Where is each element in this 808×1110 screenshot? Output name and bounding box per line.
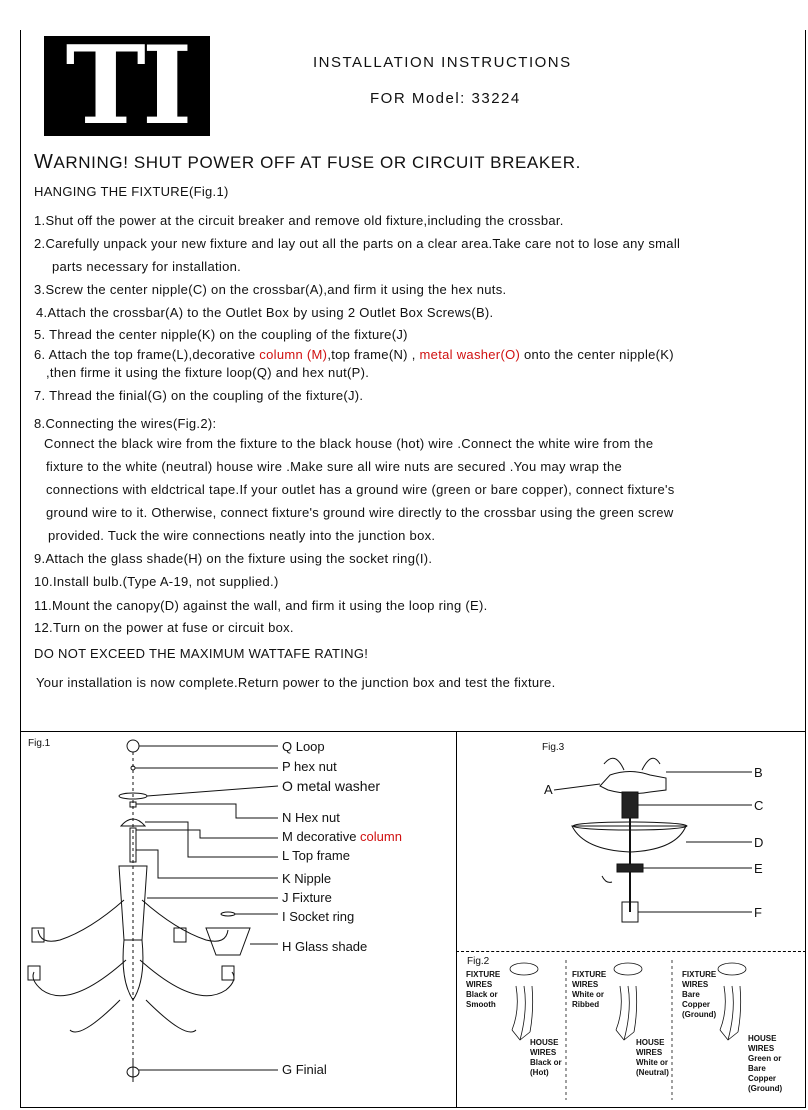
fig2-fixture-wires-ground: FIXTURE WIRES Bare Copper (Ground)	[682, 970, 717, 1019]
fig1-label-p: P hex nut	[282, 759, 337, 774]
chandelier-illustration	[28, 740, 250, 1082]
fig2-house-wires-black: HOUSE WIRES Black or (Hot)	[530, 1038, 562, 1077]
step-2: 2.Carefully unpack your new fixture and lay out all the parts on a clear area.Take care not to lose any small	[34, 236, 681, 251]
wattage-caution: DO NOT EXCEED THE MAXIMUM WATTAFE RATING!	[34, 646, 369, 661]
brand-logo: TI	[44, 36, 210, 136]
fig3-title: Fig.3	[542, 742, 565, 753]
fig2-fixture-wires-white: FIXTURE WIRES White or Ribbed	[572, 970, 607, 1009]
fig1-label-i: I Socket ring	[282, 909, 355, 924]
step-4: 4.Attach the crossbar(A) to the Outlet Box by using 2 Outlet Box Screws(B).	[36, 305, 494, 320]
fig1-label-m-column: column	[360, 829, 402, 844]
fig2-house-wires-ground: HOUSE WIRES Green or Bare Copper (Ground)	[748, 1034, 783, 1093]
fig1-label-m-text: M decorative	[282, 829, 361, 844]
fig2-title: Fig.2	[467, 956, 490, 967]
document-title: INSTALLATION INSTRUCTIONS	[313, 54, 572, 71]
step-8-line-2: fixture to the white (neutral) house wire .Make sure all wire nuts are secured .You may wrap the	[46, 459, 623, 474]
fig1-label-j: J Fixture	[282, 890, 332, 905]
fig1-leader-lines	[135, 746, 278, 1070]
fig3-label-a: A	[544, 782, 553, 797]
completion-note: Your installation is now complete.Return power to the junction box and test the fixture.	[36, 675, 556, 690]
step-3: 3.Screw the center nipple(C) on the crossbar(A),and firm it using the hex nuts.	[34, 282, 507, 297]
fig3-label-f: F	[754, 905, 762, 920]
fig1-label-m	[282, 829, 402, 844]
step-1: 1.Shut off the power at the circuit breaker and remove old fixture,including the crossbar.	[34, 213, 564, 228]
fig3-label-d: D	[754, 835, 764, 850]
section-heading: HANGING THE FIXTURE(Fig.1)	[34, 184, 229, 199]
fig1-label-n: N Hex nut	[282, 810, 340, 825]
step-9: 9.Attach the glass shade(H) on the fixture using the socket ring(I).	[34, 551, 433, 566]
warning-text: ARNING! SHUT POWER OFF AT FUSE OR CIRCUIT BREAKER.	[53, 153, 581, 172]
fig3-label-e: E	[754, 861, 763, 876]
fig3-leader-lines	[554, 772, 752, 912]
step-6-text-a: 6. Attach the top frame(L),decorative	[34, 347, 260, 362]
fig2-house-wires-white: HOUSE WIRES White or (Neutral)	[636, 1038, 669, 1077]
model-number: FOR Model: 33224	[370, 90, 521, 107]
step-8-line-5: provided. Tuck the wire connections neatly into the junction box.	[48, 528, 436, 543]
step-8-line-3: connections with eldctrical tape.If your outlet has a ground wire (green or bare copper), connect fixture's	[46, 482, 675, 497]
fig3-label-b: B	[754, 765, 763, 780]
step-5: 5. Thread the center nipple(K) on the coupling of the fixture(J)	[34, 327, 408, 342]
fig1-label-l: L Top frame	[282, 848, 350, 863]
fig3-illustration	[572, 758, 687, 922]
fig1-label-k: K Nipple	[282, 871, 332, 886]
fig1-label-q: Q Loop	[282, 739, 325, 754]
step-6-continued: ,then firme it using the fixture loop(Q) and hex nut(P).	[46, 365, 370, 380]
step-11: 11.Mount the canopy(D) against the wall, and firm it using the loop ring (E).	[34, 598, 488, 613]
step-2-continued: parts necessary for installation.	[52, 259, 242, 274]
fig1-label-g: G Finial	[282, 1062, 327, 1077]
fig3-label-c: C	[754, 798, 764, 813]
fig1-title: Fig.1	[28, 738, 51, 749]
step-6-column-highlight: column (M)	[259, 347, 328, 362]
warning-initial: W	[34, 151, 54, 173]
fig2-fixture-wires-black: FIXTURE WIRES Black or Smooth	[466, 970, 501, 1009]
step-6-text-c: onto the center nipple(K)	[520, 347, 674, 362]
step-8: 8.Connecting the wires(Fig.2):	[34, 416, 217, 431]
step-7: 7. Thread the finial(G) on the coupling of the fixture(J).	[34, 388, 364, 403]
step-10: 10.Install bulb.(Type A-19, not supplied.)	[34, 574, 279, 589]
step-12: 12.Turn on the power at fuse or circuit box.	[34, 620, 294, 635]
fig1-label-h: H Glass shade	[282, 939, 368, 954]
step-8-line-1: Connect the black wire from the fixture to the black house (hot) wire .Connect the white wire from the	[44, 436, 654, 451]
fig1-label-o: O metal washer	[282, 778, 381, 794]
step-6-text-b: ,top frame(N) ,	[327, 347, 420, 362]
step-8-line-4: ground wire to it. Otherwise, connect fixture's ground wire directly to the crossbar using the green screw	[46, 505, 674, 520]
step-6-washer-highlight: metal washer(O)	[419, 347, 521, 362]
